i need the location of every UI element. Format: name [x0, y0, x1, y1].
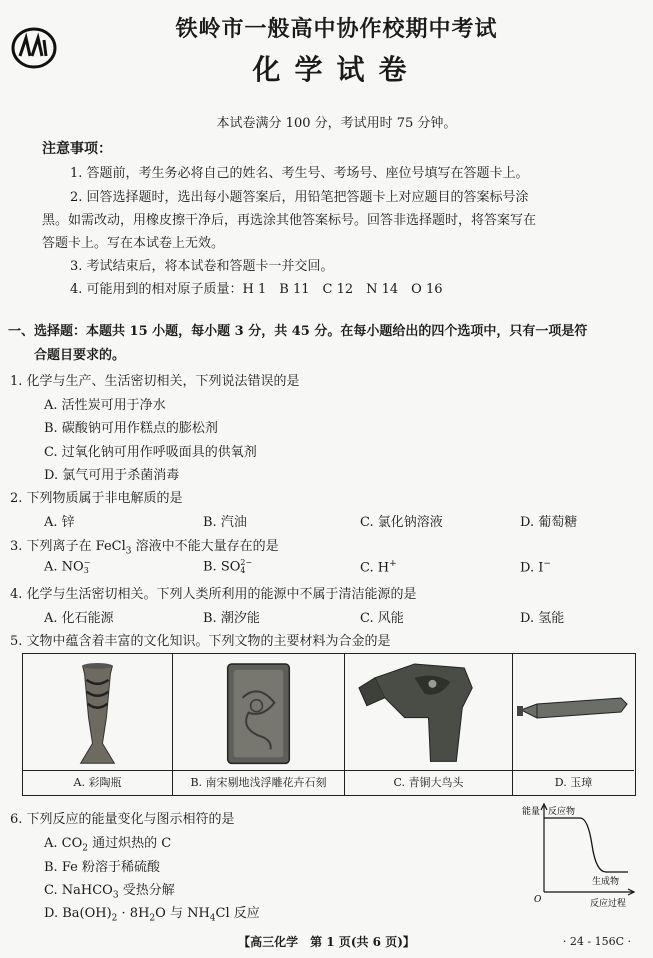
q4-option-a: A. 化石能源	[44, 611, 114, 626]
q2-option-b: B. 汽油	[203, 515, 247, 530]
q1-stem: 1. 化学与生产、生活密切相关，下列说法错误的是	[10, 374, 300, 389]
q6-option-d: D. $Ba(OH)_2 \cdot 8H_2O$ 与 $NH_4Cl$ 反应	[44, 906, 260, 924]
stone-carving-image	[173, 658, 344, 772]
q6-option-b: B. Fe 粉溶于稀硫酸	[44, 860, 160, 875]
notice-item-2-line-1: 2. 回答选择题时，选出每小题答案后，用铅笔把答题卡上对应题目的答案标号涂	[70, 190, 529, 205]
bronze-bird-head-image	[345, 658, 512, 772]
q1-option-a: A. 活性炭可用于净水	[44, 398, 166, 413]
q2-stem: 2. 下列物质属于非电解质的是	[10, 491, 183, 506]
painted-pottery-vase-image	[23, 658, 172, 772]
section-instruction-line-1: 一、选择题：本题共 15 小题，每小题 3 分，共 45 分。在每小题给出的四个选项中，只有一项是符	[8, 324, 588, 339]
artifact-cell-c	[345, 654, 513, 795]
q2-option-c: C. 氯化钠溶液	[360, 515, 443, 530]
notice-item-3: 3. 考试结束后，将本试卷和答题卡一并交回。	[70, 259, 334, 274]
energy-label: 能量	[522, 807, 541, 817]
q6-option-a: A. $CO_2$ 通过炽热的 C	[44, 836, 172, 854]
q3-option-a: A. NO − 3	[44, 558, 91, 575]
origin-label: O	[534, 895, 542, 905]
q4-option-c: C. 风能	[360, 611, 404, 626]
q4-stem: 4. 化学与生活密切相关。下列人类所利用的能源中不属于清洁能源的是	[10, 587, 417, 602]
section-instruction-line-2: 合题目要求的。	[34, 348, 126, 363]
q3-option-c: C. H+	[360, 559, 397, 576]
jade-zhang-image	[513, 658, 634, 773]
energy-diagram	[518, 800, 640, 912]
artifact-caption-c: C. 青铜大鸟头	[345, 770, 512, 795]
product-label: 生成物	[592, 877, 620, 887]
q3-option-d: D. I−	[520, 559, 551, 576]
artifact-table	[22, 653, 636, 796]
page-footer: 【高三化学 第 1 页(共 6 页)】	[238, 935, 415, 949]
reactant-label: 反应物	[548, 807, 576, 817]
q4-option-d: D. 氢能	[520, 611, 565, 626]
q1-option-d: D. 氯气可用于杀菌消毒	[44, 468, 180, 483]
notice-heading: 注意事项：	[42, 141, 112, 157]
artifact-caption-a: A. 彩陶瓶	[23, 770, 172, 795]
artifact-cell-d	[513, 654, 634, 795]
exam-info: 本试卷满分 100 分，考试用时 75 分钟。	[216, 116, 457, 131]
q1-option-b: B. 碳酸钠可用作糕点的膨松剂	[44, 421, 218, 436]
notice-item-2-line-2: 黑。如需改动，用橡皮擦干净后，再选涂其他答案标号。回答非选择题时，将答案写在	[42, 213, 537, 228]
q6-option-c: C. NaHCO$_3$ 受热分解	[44, 883, 175, 901]
artifact-cell-b	[173, 654, 345, 795]
artifact-caption-b: B. 南宋剔地浅浮雕花卉石刻	[173, 770, 344, 795]
paper-code: · 24 - 156C ·	[562, 935, 631, 948]
q4-option-b: B. 潮汐能	[203, 611, 260, 626]
q6-stem: 6. 下列反应的能量变化与图示相符的是	[10, 812, 235, 827]
artifact-caption-d: D. 玉璋	[513, 770, 634, 795]
notice-item-4: 4. 可能用到的相对原子质量：H 1 B 11 C 12 N 14 O 16	[70, 282, 443, 297]
q1-option-c: C. 过氧化钠可用作呼吸面具的供氧剂	[44, 445, 257, 460]
energy-curve	[544, 818, 628, 872]
notice-item-2-line-3: 答题卡上。写在本试卷上无效。	[42, 236, 225, 251]
q5-stem: 5. 文物中蕴含着丰富的文化知识。下列文物的主要材料为合金的是	[10, 634, 391, 649]
exam-title: 铁岭市一般高中协作校期中考试	[175, 16, 498, 42]
q3-option-b: B. SO 2− 4	[203, 558, 253, 575]
artifact-cell-a	[23, 654, 173, 795]
process-label: 反应过程	[590, 899, 627, 909]
q2-option-a: A. 锌	[44, 515, 75, 530]
exam-subtitle: 化学试卷	[252, 53, 421, 86]
notice-item-1: 1. 答题前，考生务必将自己的姓名、考生号、考场号、座位号填写在答题卡上。	[70, 166, 529, 181]
q2-option-d: D. 葡萄糖	[520, 515, 578, 530]
q3-stem: 3. 下列离子在 FeCl$_3$ 溶液中不能大量存在的是	[10, 539, 279, 557]
